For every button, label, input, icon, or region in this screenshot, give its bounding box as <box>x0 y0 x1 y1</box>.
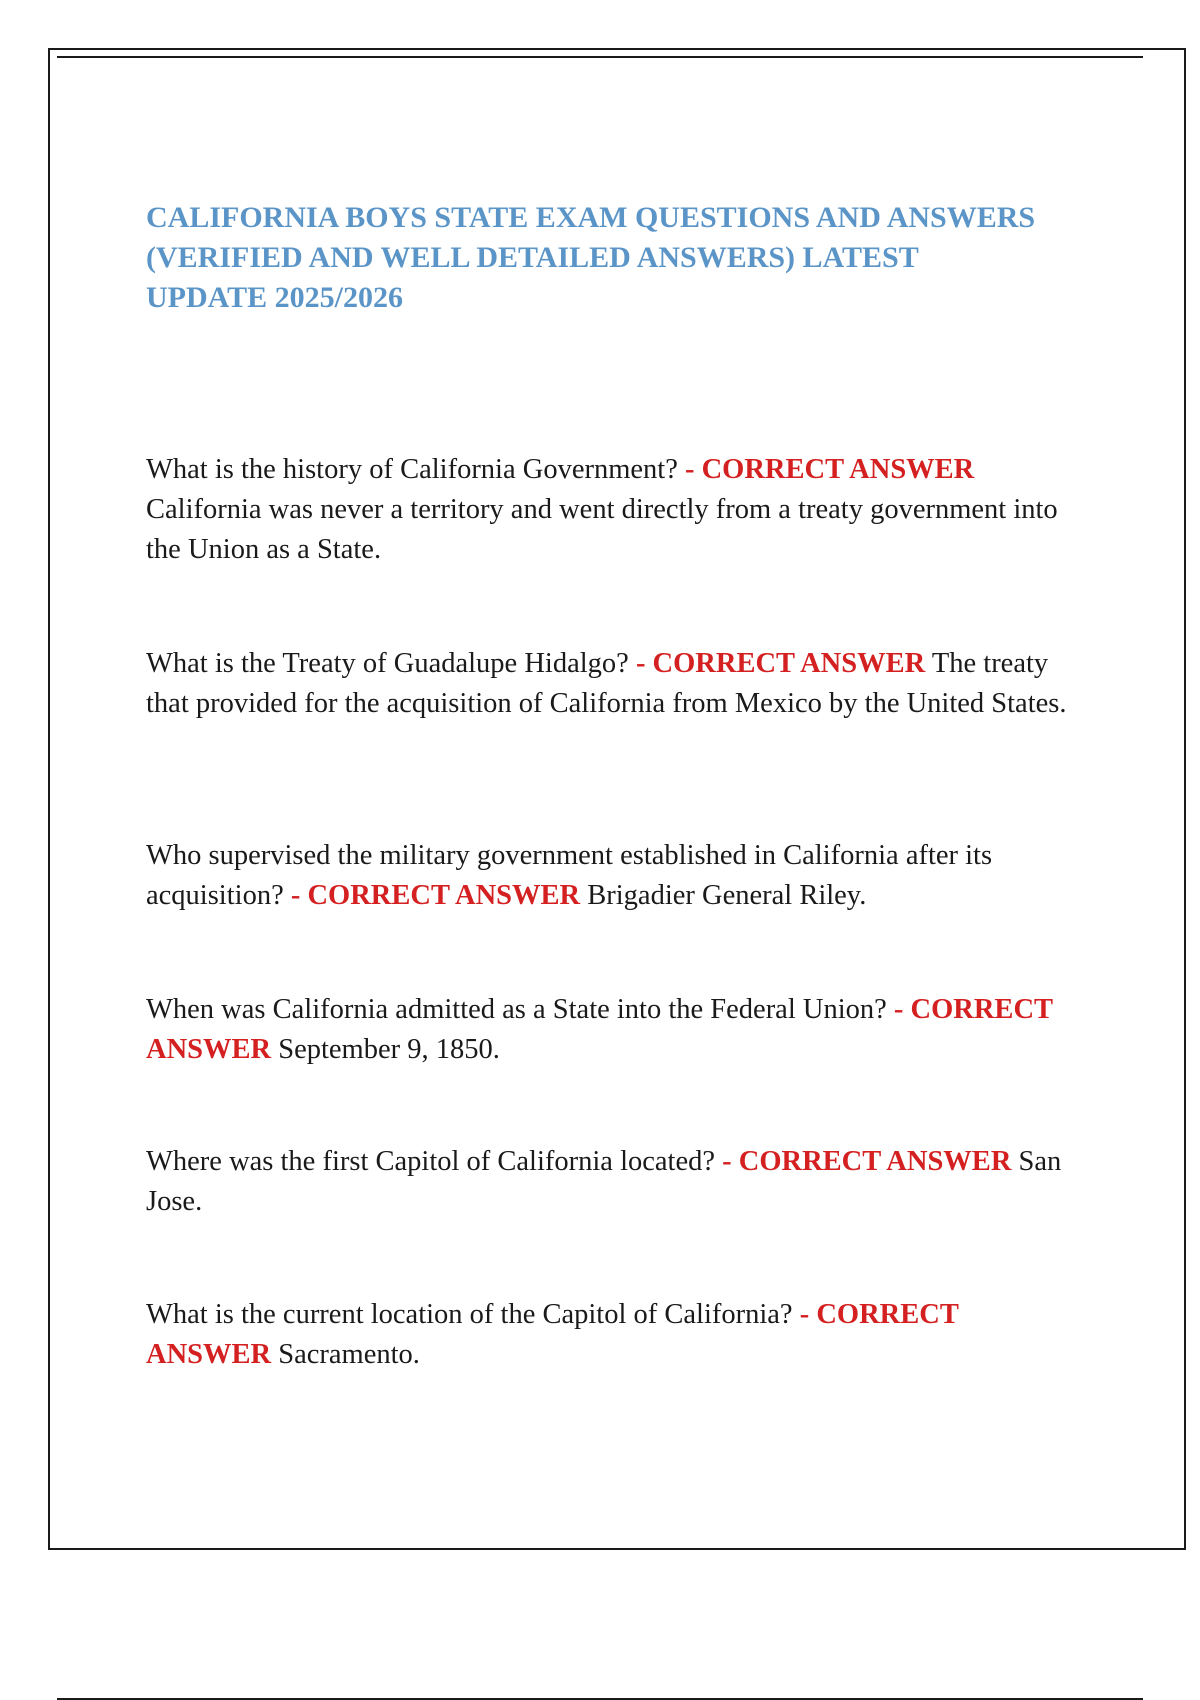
answer-text: Sacramento. <box>278 1339 420 1370</box>
question-text: What is the history of California Government? <box>146 454 678 485</box>
answer-text: The treaty that provided for the acquisition of California from Mexico by the United States. <box>146 648 1067 719</box>
question-text: Where was the first Capitol of California located? <box>146 1146 715 1177</box>
qa-item <box>146 1295 1086 1375</box>
correct-answer-marker: - CORRECT ANSWER <box>722 1146 1012 1177</box>
question-text: What is the current location of the Capitol of California? <box>146 1299 793 1330</box>
question-text: When was California admitted as a State into the Federal Union? <box>146 994 887 1025</box>
correct-answer-marker: - CORRECT ANSWER <box>635 648 926 679</box>
answer-text: California was never a territory and went directly from a treaty government into the Union as a State. <box>146 494 1058 565</box>
qa-item <box>146 644 1086 724</box>
correct-answer-marker: - CORRECT ANSWER <box>146 994 1053 1065</box>
qa-item <box>146 1142 1086 1222</box>
question-text: Who supervised the military government established in California after its acquisition? <box>146 840 993 911</box>
qa-item <box>146 450 1086 570</box>
qa-item <box>146 836 1086 916</box>
correct-answer-marker: - CORRECT ANSWER <box>146 1299 959 1370</box>
correct-answer-marker: - CORRECT ANSWER <box>684 454 975 485</box>
answer-text: Brigadier General Riley. <box>587 880 867 911</box>
correct-answer-marker: - CORRECT ANSWER <box>290 880 581 911</box>
document-title: CALIFORNIA BOYS STATE EXAM QUESTIONS AND ANSWERS (VERIFIED AND WELL DETAILED ANSWERS) LATEST UPDATE 2025/2026 <box>146 201 1036 314</box>
qa-item <box>146 990 1086 1070</box>
answer-text: September 9, 1850. <box>278 1034 500 1065</box>
answer-text: San Jose. <box>146 1146 1062 1217</box>
question-text: What is the Treaty of Guadalupe Hidalgo? <box>146 648 629 679</box>
